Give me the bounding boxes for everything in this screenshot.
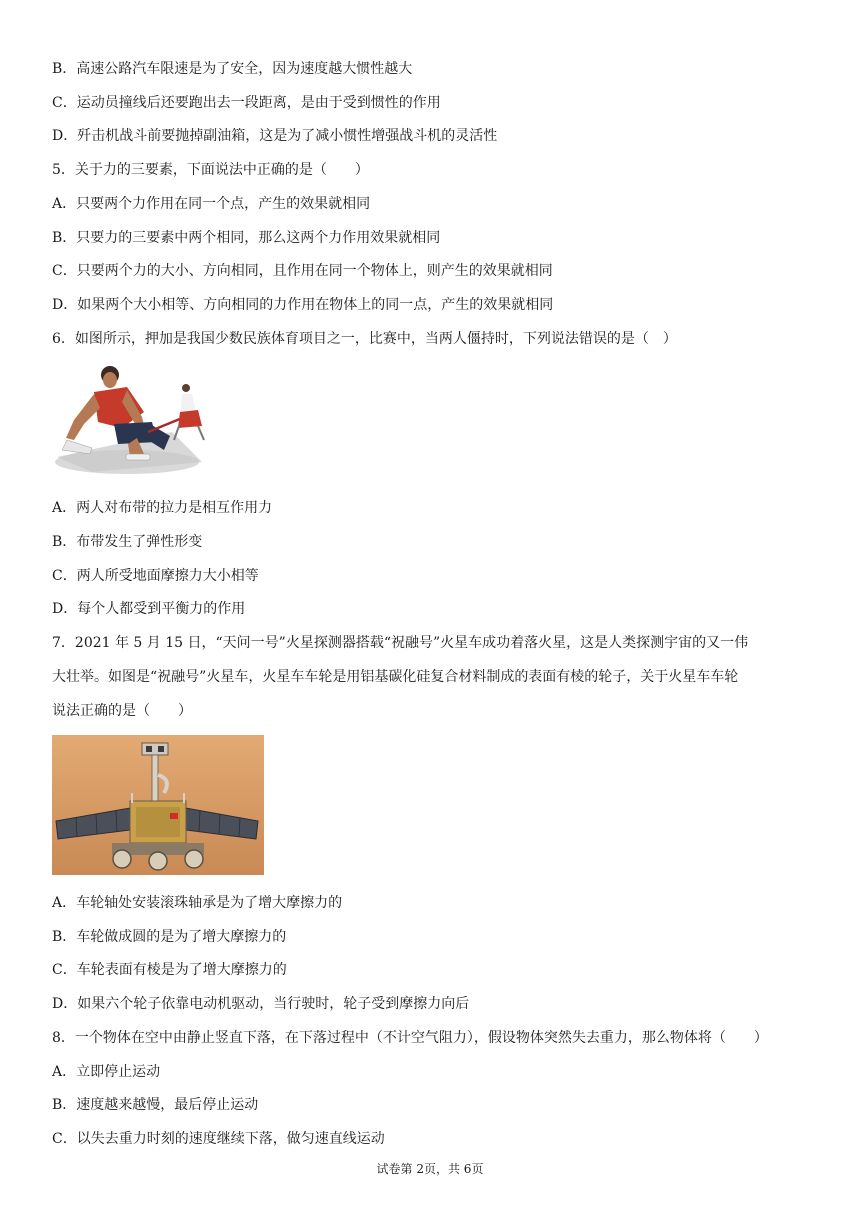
q6-tug-of-war-figure	[52, 362, 212, 478]
q6-stem: 6．如图所示，押加是我国少数民族体育项目之一，比赛中，当两人僵持时，下列说法错误的是（ ）	[52, 331, 677, 347]
q8-option-a: A．立即停止运动	[52, 1064, 161, 1080]
q7-option-b: B．车轮做成圆的是为了增大摩擦力的	[52, 929, 287, 945]
q5-option-d: D．如果两个大小相等、方向相同的力作用在物体上的同一点，产生的效果就相同	[52, 297, 554, 313]
q7-mars-rover-figure	[52, 735, 264, 875]
q6-option-d: D．每个人都受到平衡力的作用	[52, 601, 246, 617]
q5-option-c: C．只要两个力的大小、方向相同，且作用在同一个物体上，则产生的效果就相同	[52, 263, 553, 279]
q8-stem: 8．一个物体在空中由静止竖直下落，在下落过程中（不计空气阻力），假设物体突然失去重力，那么物体将（ ）	[52, 1030, 768, 1046]
q4-option-d: D．歼击机战斗前要抛掉副油箱，这是为了减小惯性增强战斗机的灵活性	[52, 128, 498, 144]
q6-option-a: A．两人对布带的拉力是相互作用力	[52, 500, 273, 516]
q4-option-c: C．运动员撞线后还要跑出去一段距离，是由于受到惯性的作用	[52, 95, 441, 111]
q5-option-b: B．只要力的三要素中两个相同，那么这两个力作用效果就相同	[52, 230, 441, 246]
q6-option-c: C．两人所受地面摩擦力大小相等	[52, 568, 259, 584]
q8-option-c: C．以失去重力时刻的速度继续下落，做匀速直线运动	[52, 1131, 385, 1147]
q4-option-b: B．高速公路汽车限速是为了安全，因为速度越大惯性越大	[52, 61, 413, 77]
page-footer: 试卷第 2页，共 6页	[376, 1162, 484, 1176]
q5-option-a: A．只要两个力作用在同一个点，产生的效果就相同	[52, 196, 371, 212]
q8-option-b: B．速度越来越慢，最后停止运动	[52, 1097, 259, 1113]
q6-option-b: B．布带发生了弹性形变	[52, 534, 203, 550]
q7-stem-line-1: 7．2021 年 5 月 15 日，“天问一号”火星探测器搭载“祝融号”火星车成功着落火星，这是人类探测宇宙的又一伟	[52, 635, 749, 651]
q5-stem: 5．关于力的三要素，下面说法中正确的是（ ）	[52, 162, 369, 178]
q7-stem-line-2: 大壮举。如图是“祝融号”火星车，火星车车轮是用铝基碳化硅复合材料制成的表面有棱的轮子，关于火星车车轮	[52, 669, 739, 685]
q7-option-c: C．车轮表面有棱是为了增大摩擦力的	[52, 962, 287, 978]
q7-stem-line-3: 说法正确的是（ ）	[52, 703, 192, 719]
q7-option-d: D．如果六个轮子依靠电动机驱动，当行驶时，轮子受到摩擦力向后	[52, 996, 470, 1012]
q7-option-a: A．车轮轴处安装滚珠轴承是为了增大摩擦力的	[52, 895, 343, 911]
